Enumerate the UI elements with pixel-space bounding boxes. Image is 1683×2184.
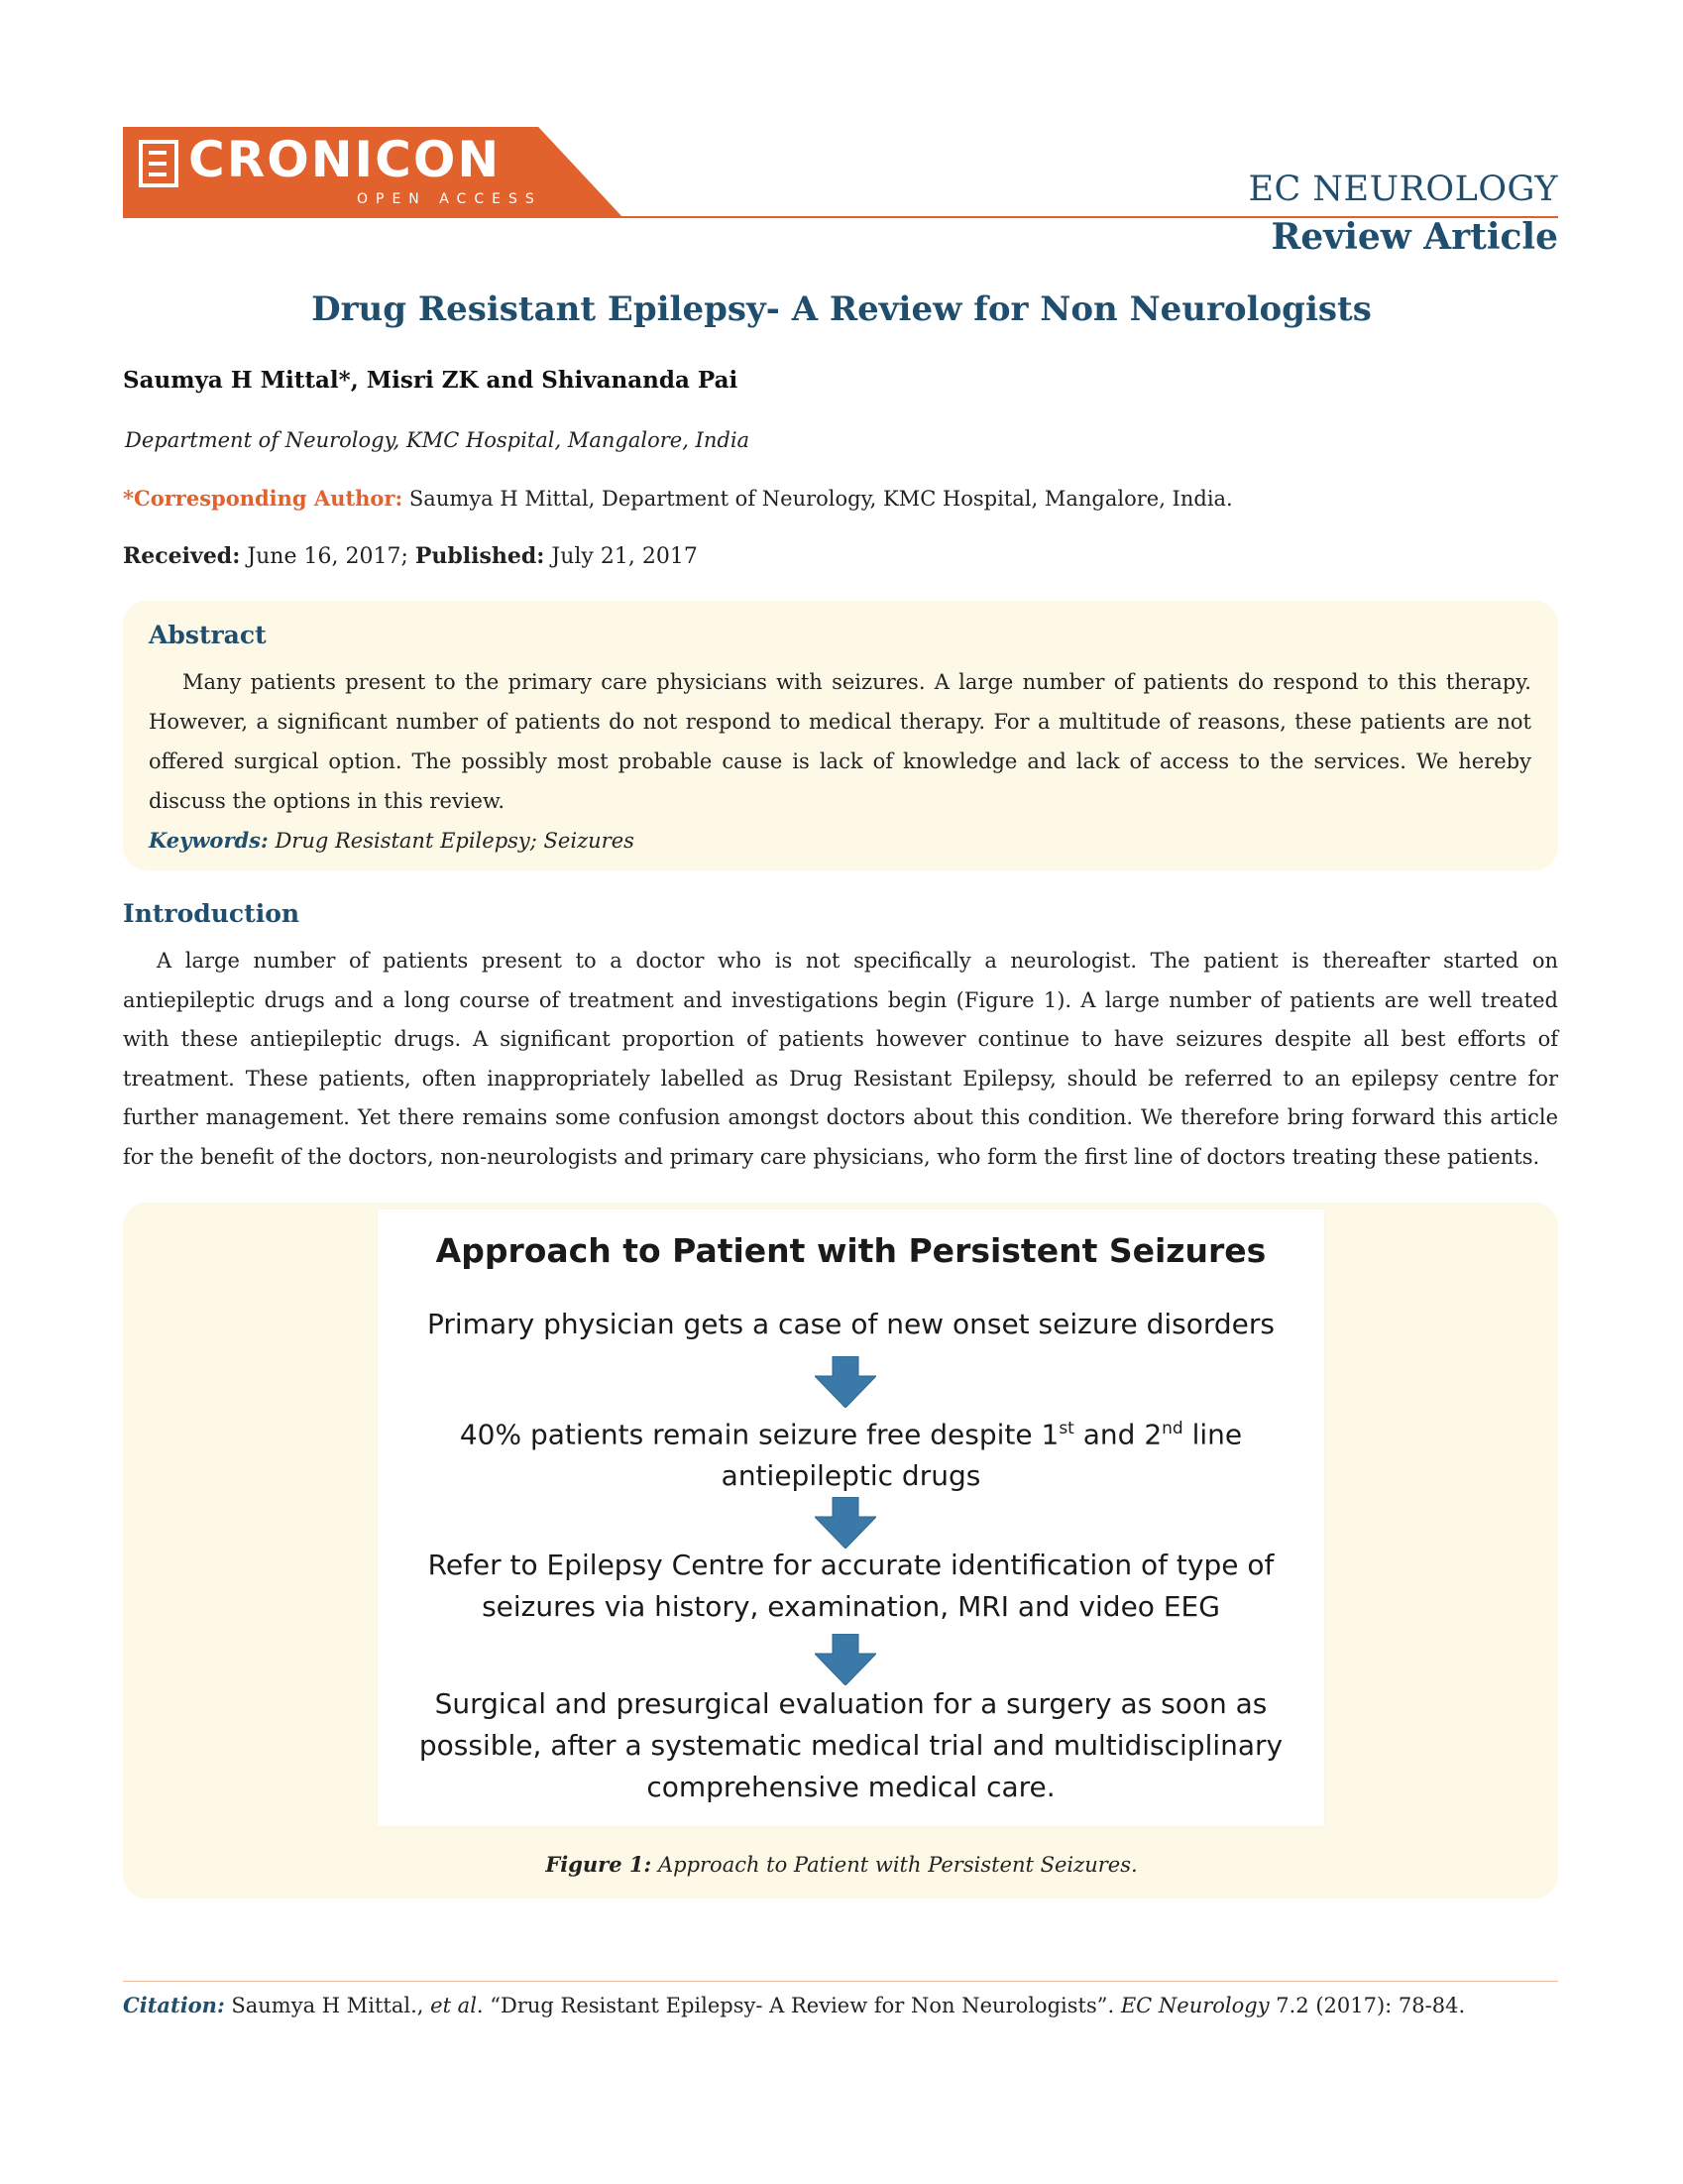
dates xyxy=(123,543,698,569)
step-2-text-b: and 2 xyxy=(1073,1418,1163,1451)
footer-divider xyxy=(123,1981,1558,1982)
flowchart-step-3-line-2: seizures via history, examination, MRI and video EEG xyxy=(482,1590,1220,1623)
publisher-logo-subtitle: OPEN ACCESS xyxy=(357,191,542,207)
authors: Saumya H Mittal*, Misri ZK and Shivananda Pai xyxy=(123,367,738,394)
citation-title: . “Drug Resistant Epilepsy- A Review for Non Neurologists”. xyxy=(476,1994,1121,2017)
received-label: Received: xyxy=(123,543,241,569)
down-arrow-icon xyxy=(815,1497,876,1549)
flowchart-step-1: Primary physician gets a case of new onset seizure disorders xyxy=(426,1308,1275,1340)
abstract-box xyxy=(123,601,1558,870)
abstract-body: Many patients present to the primary care physicians with seizures. A large number of patients do respond to this therapy. However, a significant number of patients do not respond to medical therapy. For a multitude of reasons, these patients are not offered surgical option. The possibly most probable cause is lack of knowledge and lack of access to the services. We hereby discuss the options in this review. xyxy=(149,670,1531,813)
citation xyxy=(123,1993,1465,2017)
article-title: Drug Resistant Epilepsy- A Review for Non Neurologists xyxy=(311,289,1372,329)
flowchart-step-4 xyxy=(378,1683,1324,1808)
published-date: July 21, 2017 xyxy=(544,544,698,569)
flowchart-step-4-line-1: Surgical and presurgical evaluation for a surgery as soon as xyxy=(434,1687,1268,1720)
flowchart-step-4-line-3: comprehensive medical care. xyxy=(646,1771,1056,1803)
flowchart-step-2-line-1 xyxy=(378,1408,1324,1455)
citation-author: Saumya H Mittal., xyxy=(224,1994,431,2017)
citation-journal: EC Neurology xyxy=(1120,1994,1270,2017)
corresponding-author-text: Saumya H Mittal, Department of Neurology, KMC Hospital, Mangalore, India. xyxy=(402,487,1233,511)
down-arrow-icon xyxy=(815,1356,876,1408)
introduction-heading: Introduction xyxy=(123,899,300,928)
received-date: June 16, 2017; xyxy=(240,544,415,569)
journal-name: EC NEUROLOGY xyxy=(1248,170,1558,209)
citation-details: 7.2 (2017): 78-84. xyxy=(1269,1994,1466,2017)
corresponding-author-label: *Corresponding Author: xyxy=(123,486,403,511)
figure-caption-text: Approach to Patient with Persistent Seizures. xyxy=(651,1853,1138,1877)
article-type: Review Article xyxy=(1271,216,1558,258)
keywords-label: Keywords: xyxy=(149,828,269,853)
publisher-logo-icon xyxy=(139,140,178,187)
flowchart-step-2 xyxy=(378,1408,1324,1497)
flowchart-title: Approach to Patient with Persistent Seizures xyxy=(435,1231,1267,1270)
introduction-body: A large number of patients present to a doctor who is not specifically a neurologist. The patient is thereafter started on antiepileptic drugs and a long course of treatment and investigations begin (Figure 1). A large number of patients are well treated with these antiepileptic drugs. A significant proportion of patients however continue to have seizures despite all best efforts of treatment. These patients, often inappropriately labelled as Drug Resistant Epilepsy, should be referred to an epilepsy centre for further management. Yet there remains some confusion amongst doctors about this condition. We therefore bring forward this article for the benefit of the doctors, non-neurologists and primary care physicians, who form the first line of doctors treating these patients. xyxy=(123,949,1558,1169)
keywords-text: Drug Resistant Epilepsy; Seizures xyxy=(268,829,634,853)
published-label: Published: xyxy=(414,543,545,569)
step-2-text-c: line xyxy=(1182,1418,1243,1451)
down-arrow-icon xyxy=(815,1634,876,1685)
corresponding-author xyxy=(123,486,1233,511)
figure-1-flowchart xyxy=(378,1209,1324,1826)
keywords xyxy=(149,828,634,853)
abstract-heading: Abstract xyxy=(149,621,267,649)
figure-caption-label: Figure 1: xyxy=(545,1852,652,1877)
flowchart-step-4-line-2: possible, after a systematic medical trial and multidisciplinary xyxy=(418,1729,1284,1762)
flowchart-step-3 xyxy=(378,1545,1324,1628)
step-2-sup-2: nd xyxy=(1162,1419,1183,1438)
step-2-text-a: 40% patients remain seizure free despite 1 xyxy=(459,1418,1060,1451)
flowchart-step-3-line-1: Refer to Epilepsy Centre for accurate identification of type of xyxy=(427,1549,1275,1581)
citation-label: Citation: xyxy=(123,1993,225,2017)
step-2-sup-1: st xyxy=(1059,1419,1074,1438)
figure-caption xyxy=(0,1852,1683,1877)
affiliation: Department of Neurology, KMC Hospital, Mangalore, India xyxy=(125,428,750,452)
flowchart-step-2-line-2: antiepileptic drugs xyxy=(721,1459,981,1493)
publisher-logo-name: CRONICON xyxy=(188,131,502,188)
citation-etal: et al xyxy=(430,1994,477,2017)
